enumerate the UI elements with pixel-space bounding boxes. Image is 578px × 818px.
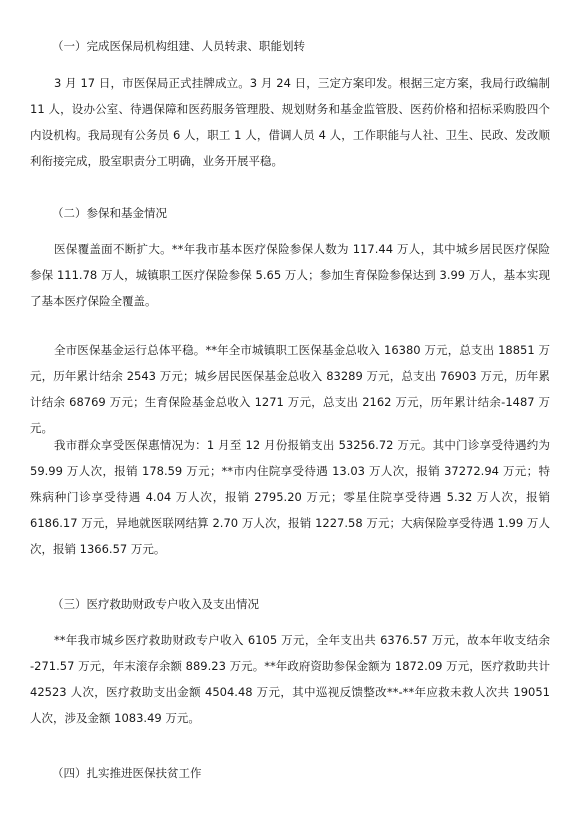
section-2-paragraph-2: 全市医保基金运行总体平稳。**年全市城镇职工医保基金总收入 16380 万元，总支出 18851 万元，历年累计结余 2543 万元；城乡居民医保基金总收入 83289 万元，总支出 76903 万元，历年累计结余 68769 万元；生育保险基金总收入 1271 万元，总支出 2162 万元，历年累计结余-1487 万元。 [30,343,550,435]
section-1-heading: （一）完成医保局机构组建、人员转隶、职能划转 [52,39,305,53]
section-1-paragraph-1: 3 月 17 日，市医保局正式挂牌成立。3 月 24 日，三定方案印发。根据三定方案，我局行政编制 11 人，设办公室、待遇保障和医药服务管理股、规划财务和基金监管股、医药价格和招标采购股四个内设机构。我局现有公务员 6 人，职工 1 人，借调人员 4 人，工作职能与人社、卫生、民政、发改顺利衔接完成，股室职责分工明确，业务开展平稳。 [30,76,550,168]
section-2-paragraph-3: 我市群众享受医保惠情况为：1 月至 12 月份报销支出 53256.72 万元。其中门诊享受待遇约为 59.99 万人次，报销 178.59 万元；**市内住院享受待遇 13.03 万人次，报销 37272.94 万元；特殊病种门诊享受待遇 4.04 万人次，报销 2795.20 万元；零星住院享受待遇 5.32 万人次，报销 6186.17 万元，异地就医联网结算 2.70 万人次，报销 1227.58 万元；大病保险享受待遇 1.99 万人次，报销 1366.57 万元。 [30,438,550,556]
section-3-paragraph-1: **年我市城乡医疗救助财政专户收入 6105 万元，全年支出共 6376.57 万元，故本年收支结余 -271.57 万元，年末滚存余额 889.23 万元。**年政府资助参保金额为 1872.09 万元，医疗救助共计 42523 人次，医疗救助支出金额 4504.48 万元，其中巡视反馈整改**-**年应救未救人次共 19051 人次，涉及金额 1083.49 万元。 [30,633,550,725]
section-4-heading: （四）扎实推进医保扶贫工作 [52,766,202,780]
section-2-paragraph-1: 医保覆盖面不断扩大。**年我市基本医疗保险参保人数为 117.44 万人，其中城乡居民医疗保险参保 111.78 万人，城镇职工医疗保险参保 5.65 万人；参加生育保险参保达到 3.99 万人，基本实现了基本医疗保险全覆盖。 [30,242,550,308]
section-3-heading: （三）医疗救助财政专户收入及支出情况 [52,597,259,611]
section-2-heading: （二）参保和基金情况 [52,206,167,220]
